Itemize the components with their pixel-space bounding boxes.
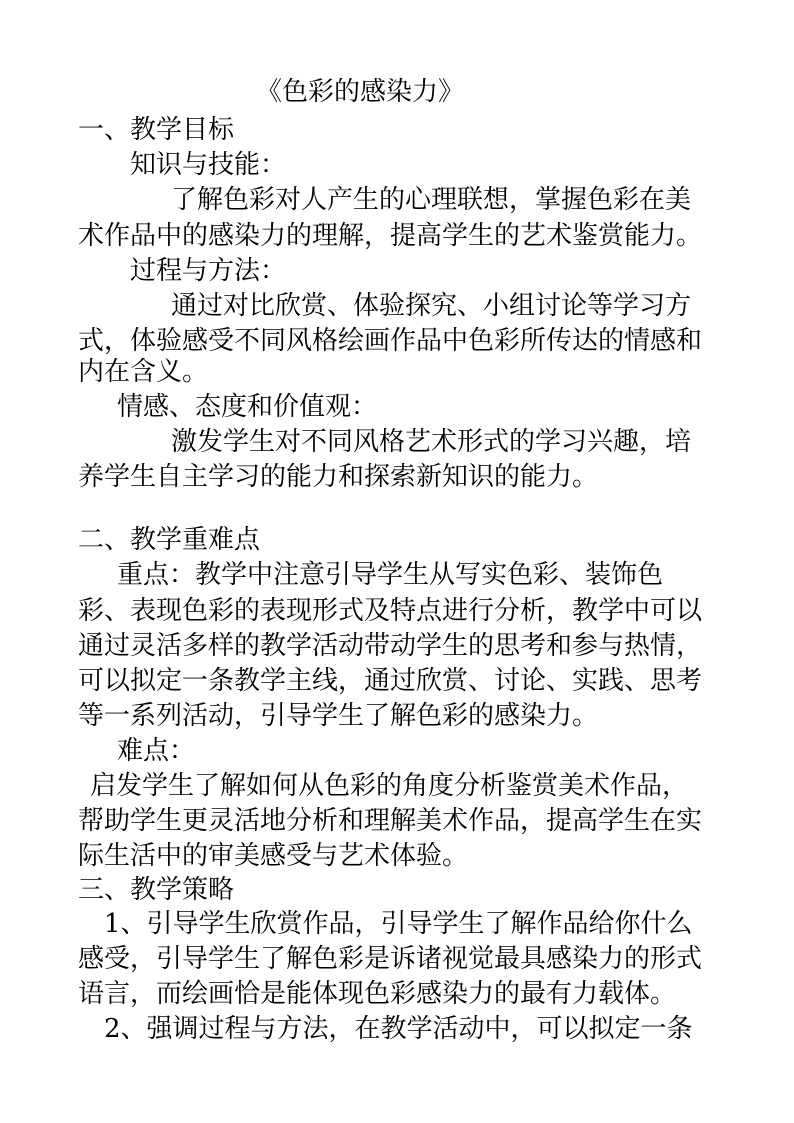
section3-heading: 三、教学策略 <box>78 875 235 905</box>
emotion-heading: 情感、态度和价值观： <box>117 392 378 422</box>
process-heading: 过程与方法： <box>130 256 287 286</box>
strategy-1-line-3: 语言，而绘画恰是能体现色彩感染力的最有力载体。 <box>78 979 677 1009</box>
difficult-line-2: 帮助学生更灵活地分析和理解美术作品，提高学生在实 <box>78 806 703 836</box>
emotion-line-1: 激发学生对不同风格艺术形式的学习兴趣，培 <box>171 427 692 457</box>
difficult-line-3: 际生活中的审美感受与艺术体验。 <box>78 841 469 871</box>
process-line-3: 内在含义。 <box>78 357 209 387</box>
emotion-line-2: 养学生自主学习的能力和探索新知识的能力。 <box>78 462 599 492</box>
section1-heading: 一、教学目标 <box>78 115 235 145</box>
knowledge-heading: 知识与技能： <box>130 150 287 180</box>
strategy-2-line-1: 2、强调过程与方法，在教学活动中，可以拟定一条 <box>104 1014 693 1044</box>
strategy-1-line-1: 1、引导学生欣赏作品，引导学生了解作品给你什么 <box>104 909 693 939</box>
strategy-1-line-2: 感受，引导学生了解色彩是诉诸视觉最具感染力的形式 <box>78 944 703 974</box>
knowledge-line-2: 术作品中的感染力的理解，提高学生的艺术鉴赏能力。 <box>78 221 703 251</box>
key-point-line-3: 通过灵活多样的教学活动带动学生的思考和参与热情， <box>78 631 703 661</box>
process-line-2: 式，体验感受不同风格绘画作品中色彩所传达的情感和 <box>78 326 703 356</box>
knowledge-line-1: 了解色彩对人产生的心理联想，掌握色彩在美 <box>171 185 692 215</box>
document-title: 《色彩的感染力》 <box>256 77 465 107</box>
difficult-line-1: 启发学生了解如何从色彩的角度分析鉴赏美术作品， <box>90 771 689 801</box>
key-point-line-4: 可以拟定一条教学主线，通过欣赏、讨论、实践、思考 <box>78 666 703 696</box>
section2-heading: 二、教学重难点 <box>78 525 261 555</box>
process-line-1: 通过对比欣赏、体验探究、小组讨论等学习方 <box>171 291 692 321</box>
difficult-heading: 难点： <box>117 736 196 766</box>
key-point-line-1: 重点：教学中注意引导学生从写实色彩、装饰色 <box>117 560 664 590</box>
key-point-line-5: 等一系列活动，引导学生了解色彩的感染力。 <box>78 701 599 731</box>
key-point-line-2: 彩、表现色彩的表现形式及特点进行分析，教学中可以 <box>78 596 703 626</box>
